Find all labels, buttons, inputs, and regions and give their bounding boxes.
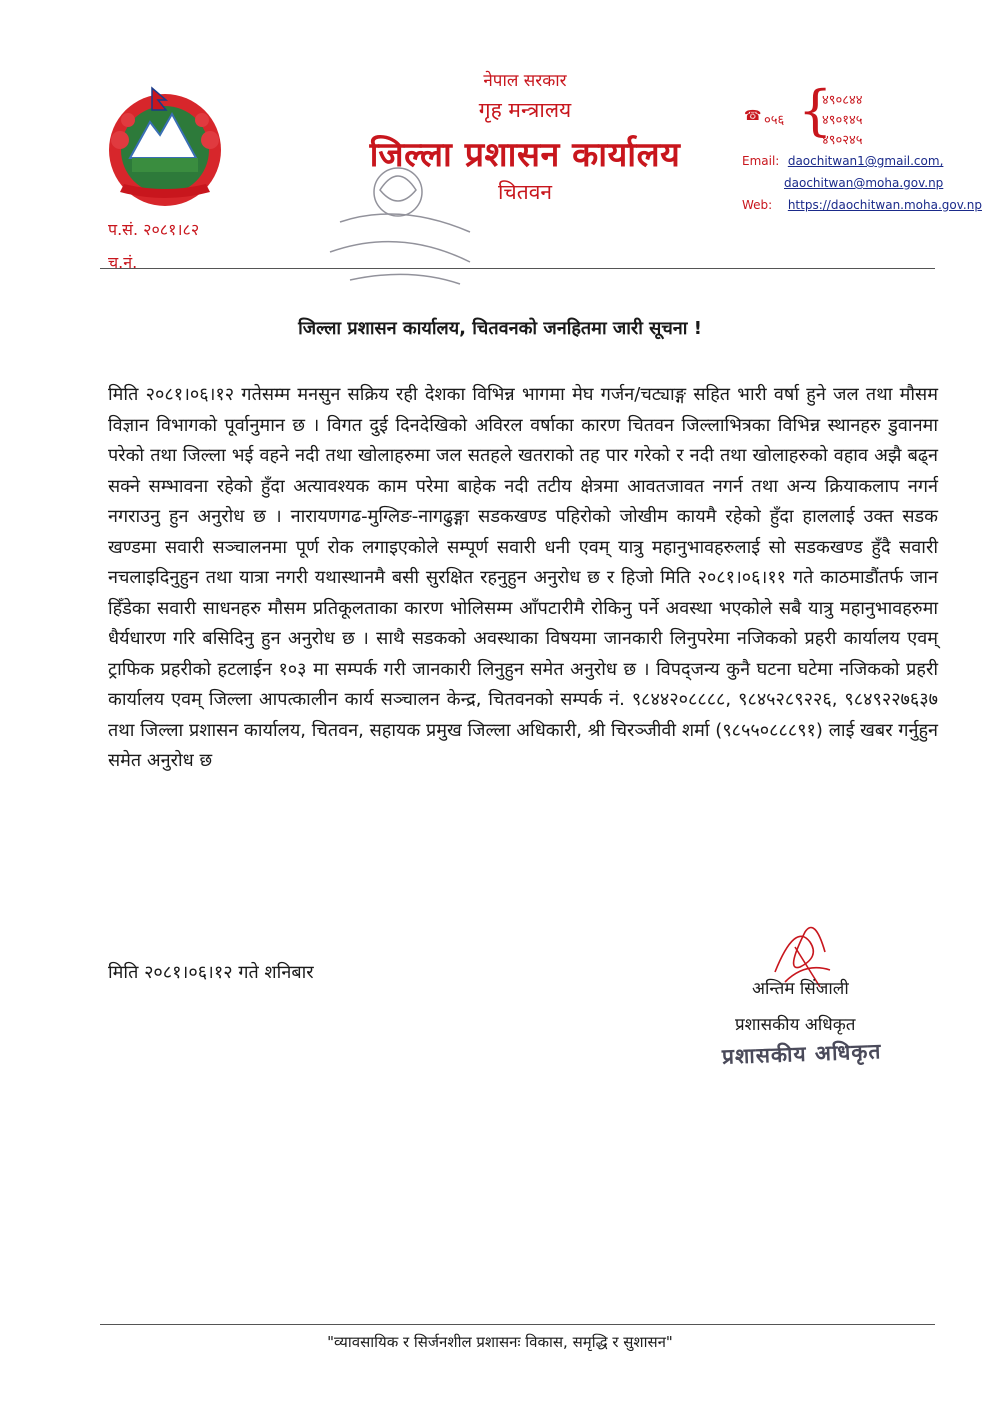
web-label: Web: xyxy=(742,198,773,212)
header-divider xyxy=(100,268,935,269)
ministry-name: गृह मन्त्रालय xyxy=(478,98,572,122)
signer-name: अन्तिम सिंजाली xyxy=(752,979,849,999)
phone-number: ४९०८४४ xyxy=(822,93,863,108)
signer-designation: प्रशासकीय अधिकृत xyxy=(735,1015,856,1035)
designation-stamp: प्रशासकीय अधिकृत xyxy=(721,1039,882,1069)
area-code: ०५६ xyxy=(764,113,785,128)
email-label: Email: xyxy=(742,154,780,168)
phone-icon: ☎ xyxy=(744,108,762,124)
government-name: नेपाल सरकार xyxy=(483,71,567,91)
phone-number: ४९०२४५ xyxy=(822,133,863,148)
contact-info xyxy=(742,150,982,216)
email-link[interactable]: daochitwan@moha.gov.np xyxy=(784,176,944,190)
web-link[interactable]: https://daochitwan.moha.gov.np xyxy=(787,198,982,212)
phone-number: ४९०१४५ xyxy=(822,113,863,128)
footer-divider xyxy=(100,1324,935,1325)
email-link[interactable]: daochitwan1@gmail.com, xyxy=(787,154,944,168)
reference-number: प.सं. २०८१।८२ xyxy=(108,220,200,239)
notice-date: मिति २०८१।०६।१२ गते शनिबार xyxy=(108,962,314,983)
brace-icon: { xyxy=(798,79,833,142)
office-stamp-icon xyxy=(320,152,480,292)
dispatch-number: च.नं. xyxy=(108,253,138,272)
office-name: जिल्ला प्रशासन कार्यालय xyxy=(369,135,681,175)
notice-body: मिति २०८१।०६।१२ गतेसम्म मनसुन सक्रिय रही देशका विभिन्न भागमा मेघ गर्जन/चट्याङ्ग सहित भारी वर्षा हुने जल तथा मौसम विज्ञान विभागको पूर्वानुमान छ । विगत दुई दिनदेखिको अविरल वर्षाका कारण चितवन जिल्लाभित्रका विभिन्न स्थानहरु डुवानमा परेको तथा जिल्ला भई वहने नदी तथा खोलाहरुमा जल सतहले खतराको तह पार गरेको र नदी तथा खोलाहरुको वहाव अझै बढ्न सक्ने सम्भावना रहेको हुँदा अत्यावश्यक काम परेमा बाहेक नदी तटीय क्षेत्रमा आवतजावत नगर्न तथा अन्य क्रियाकलाप नगर्न नगराउनु हुन अनुरोध छ । नारायणगढ-मुग्लिङ-नागढुङ्गा सडकखण्ड पहिरोको जोखीम कायमै रहेको हुँदा हाललाई उक्त सडक खण्डमा सवारी सञ्चालनमा पूर्ण रोक लगाइएकोले सम्पूर्ण सवारी धनी एवम् यात्रु महानुभावहरुलाई सो सडकखण्ड हुँदै सवारी नचलाइदिनुहुन तथा यात्रा नगरी यथास्थानमै बसी सुरक्षित रहनुहुन अनुरोध छ र हिजो मिति २०८१।०६।११ गते काठमाडौंतर्फ जान हिँडेका सवारी साधनहरु मौसम प्रतिकूलताका कारण भोलिसम्म आँपटारीमै रोकिनु पर्ने अवस्था भएकोले सबै यात्रु महानुभावहरुमा धैर्यधारण गरि बसिदिनु हुन अनुरोध छ । साथै सडकको अवस्थाका विषयमा जानकारी लिनुपरेमा नजिकको प्रहरी कार्यालय एवम् ट्राफिक प्रहरीको हटलाईन १०३ मा सम्पर्क गरी जानकारी लिनुहुन समेत अनुरोध छ । विपद्जन्य कुनै घटना घटेमा नजिकको प्रहरी कार्यालय एवम् जिल्ला आपत्कालीन कार्य सञ्चालन केन्द्र, चितवनको सम्पर्क नं. ९८४४२०८८८८, ९८४५२८९२२६, ९८४९२२७६३७ तथा जिल्ला प्रशासन कार्यालय, चितवन, सहायक प्रमुख जिल्ला अधिकारी, श्री चिरञ्जीवी शर्मा (९८५५०८८८९१) लाई खबर गर्नुहुन समेत अनुरोध छ xyxy=(108,384,938,771)
notice-title: जिल्ला प्रशासन कार्यालय, चितवनको जनहितमा जारी सूचना ! xyxy=(298,318,702,339)
district-name: चितवन xyxy=(497,180,553,204)
nepal-emblem-icon xyxy=(100,80,230,210)
footer-motto: "व्यावसायिक र सिर्जनशील प्रशासनः विकास, समृद्धि र सुशासन" xyxy=(327,1333,673,1351)
